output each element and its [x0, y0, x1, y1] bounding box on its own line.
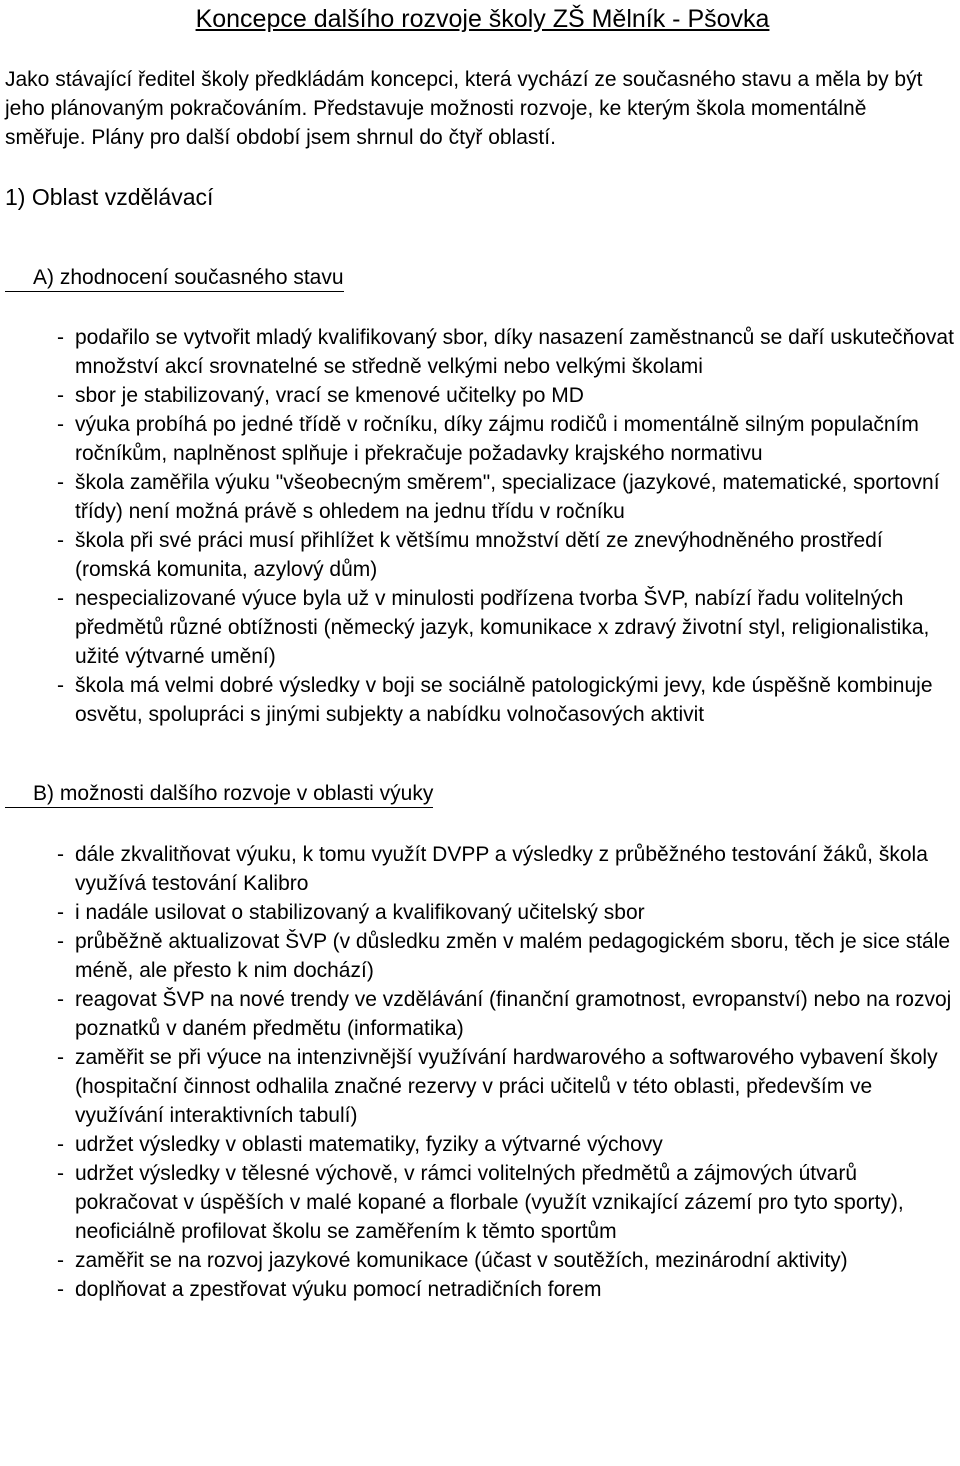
list-item — [57, 840, 960, 898]
list-item-text: škola při své práci musí přihlížet k většímu množství dětí ze znevýhodněného prostředí (romská komunita, azylový dům) — [75, 529, 883, 581]
list-dash: - — [57, 413, 64, 436]
list-item-text: dále zkvalitňovat výuku, k tomu využít DVPP a výsledky z průběžného testování žáků, škola využívá testování Kalibro — [75, 843, 928, 895]
list-item — [57, 410, 960, 468]
list-item — [57, 1043, 960, 1130]
document-title: Koncepce dalšího rozvoje školy ZŠ Mělník - Pšovka — [195, 5, 770, 33]
list-dash: - — [57, 1278, 64, 1301]
list-item — [57, 927, 960, 985]
list-item — [57, 898, 960, 927]
list-dash: - — [57, 1249, 64, 1272]
list-item — [57, 381, 960, 410]
subsection-b-heading-text: B) možnosti dalšího rozvoje v oblasti výuky — [33, 782, 434, 805]
list-item-text: výuka probíhá po jedné třídě v ročníku, díky zájmu rodičů i momentálně silným populačním ročníkům, naplněnost splňuje i překračuje požadavky krajského normativu — [75, 413, 919, 465]
list-item-text: zaměřit se při výuce na intenzivnější využívání hardwarového a softwarového vybavení školy (hospitační činnost odhalila značné rezervy v práci učitelů v této oblasti, především ve využívání interaktivních tabulí) — [75, 1046, 938, 1127]
list-item — [57, 526, 960, 584]
list-item-text: škola má velmi dobré výsledky v boji se sociálně patologickými jevy, kde úspěšně kombinuje osvětu, spolupráci s jinými subjekty a nabídku volnočasových aktivit — [75, 674, 933, 726]
list-item-text: nespecializované výuce byla už v minulosti podřízena tvorba ŠVP, nabízí řadu volitelných předmětů různé obtížnosti (německý jazyk, komunikace x zdravý životní styl, religionalistika, užité výtvarné umění) — [75, 587, 930, 668]
list-item-text: sbor je stabilizovaný, vrací se kmenové učitelky po MD — [75, 384, 584, 407]
list-item-text: udržet výsledky v tělesné výchově, v rámci volitelných předmětů a zájmových útvarů pokračovat v úspěších v malé kopané a florbale (využít vznikající zázemí pro tyto sporty), neoficiálně profilovat školu se zaměřením k těmto sportům — [75, 1162, 904, 1243]
current-state-list — [5, 323, 960, 729]
list-item — [57, 671, 960, 729]
list-item-text: doplňovat a zpestřovat výuku pomocí netradičních forem — [75, 1278, 602, 1301]
list-item — [57, 1130, 960, 1159]
list-dash: - — [57, 988, 64, 1011]
list-item-text: podařilo se vytvořit mladý kvalifikovaný sbor, díky nasazení zaměstnanců se daří uskutečňovat množství akcí srovnatelné se středně velkými nebo velkými školami — [75, 326, 954, 378]
list-item-text: udržet výsledky v oblasti matematiky, fyziky a výtvarné výchovy — [75, 1133, 663, 1156]
list-dash: - — [57, 1162, 64, 1185]
development-list — [5, 840, 960, 1304]
list-item-text: škola zaměřila výuku "všeobecným směrem", specializace (jazykové, matematické, sportovní třídy) není možná právě s ohledem na jednu třídu v ročníku — [75, 471, 940, 523]
subsection-b — [5, 754, 960, 808]
list-item-text: i nadále usilovat o stabilizovaný a kvalifikovaný učitelský sbor — [75, 901, 645, 924]
list-dash: - — [57, 1046, 64, 1069]
list-item-text: průběžně aktualizovat ŠVP (v důsledku změn v malém pedagogickém sboru, těch je sice stále méně, ale přesto k nim dochází) — [75, 930, 951, 982]
list-dash: - — [57, 587, 64, 610]
section-heading-education: 1) Oblast vzdělávací — [5, 184, 214, 210]
intro-paragraph: Jako stávající ředitel školy předkládám koncepci, která vychází ze současného stavu a měla by být jeho plánovaným pokračováním. Představuje možnosti rozvoje, ke kterým škola momentálně směřuje. Plány pro další období jsem shrnul do čtyř oblastí. — [5, 68, 923, 149]
list-dash: - — [57, 529, 64, 552]
list-item — [57, 468, 960, 526]
list-item — [57, 323, 960, 381]
list-dash: - — [57, 930, 64, 953]
list-dash: - — [57, 843, 64, 866]
list-item-text: zaměřit se na rozvoj jazykové komunikace (účast v soutěžích, mezinárodní aktivity) — [75, 1249, 848, 1272]
subsection-a-heading-text: A) zhodnocení současného stavu — [33, 266, 344, 289]
list-item — [57, 1246, 960, 1275]
list-item — [57, 584, 960, 671]
list-dash: - — [57, 326, 64, 349]
list-item — [57, 1275, 960, 1304]
list-item — [57, 1159, 960, 1246]
list-dash: - — [57, 1133, 64, 1156]
list-dash: - — [57, 471, 64, 494]
list-item-text: reagovat ŠVP na nové trendy ve vzdělávání (finanční gramotnost, evropanství) nebo na rozvoj poznatků v daném předmětu (informatika) — [75, 988, 952, 1040]
list-dash: - — [57, 674, 64, 697]
subsection-a — [5, 238, 960, 292]
list-dash: - — [57, 384, 64, 407]
list-item — [57, 985, 960, 1043]
list-dash: - — [57, 901, 64, 924]
subsection-a-heading — [5, 265, 344, 292]
subsection-b-heading — [5, 781, 433, 808]
